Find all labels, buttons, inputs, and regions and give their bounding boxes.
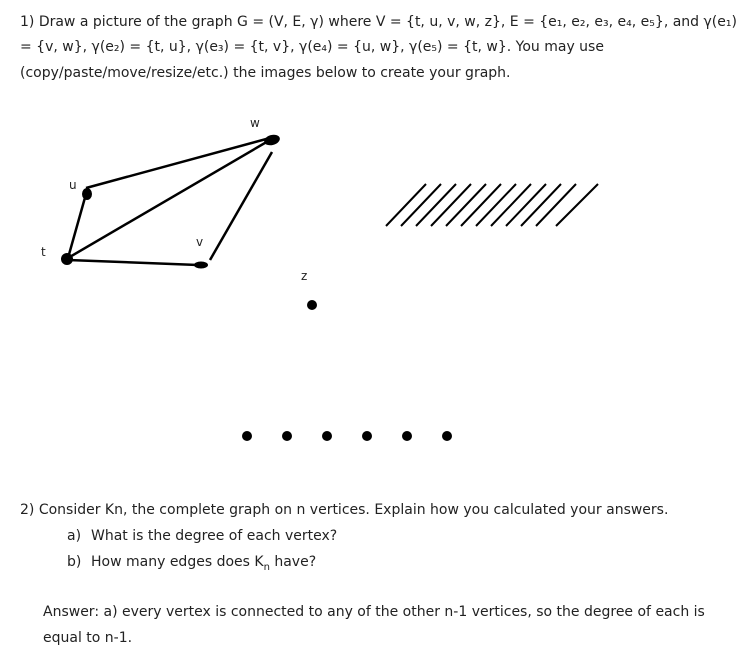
vertex-label-z: z <box>301 269 308 283</box>
question2-b-marker: b) <box>67 554 82 570</box>
vertex-label-t: t <box>41 245 46 259</box>
vertex-label-v: v <box>196 235 204 249</box>
question2-b-subscript: n <box>263 561 270 573</box>
vertex-label-w: w <box>250 116 260 130</box>
vertex-v[interactable] <box>194 262 208 269</box>
question2-a-marker: a) <box>67 528 82 544</box>
question2-heading: 2) Consider Kn, the complete graph on n vertices. Explain how you calculated your answers. <box>20 502 669 518</box>
question2-b-text <box>91 552 316 578</box>
spare-edge-12[interactable] <box>556 184 598 226</box>
spare-vertex-2[interactable] <box>282 431 292 441</box>
spare-vertices <box>242 431 452 441</box>
spare-vertex-1[interactable] <box>242 431 252 441</box>
vertex-z[interactable] <box>307 300 317 310</box>
question1-line1: 1) Draw a picture of the graph G = (V, E, γ) where V = {t, u, v, w, z}, E = {e₁, e₂, e₃, e₄, e₅}, and γ(e₁) <box>20 14 737 30</box>
question2-b-text-suffix: have? <box>269 554 317 570</box>
spare-vertex-3[interactable] <box>322 431 332 441</box>
question2-b-text-prefix: How many edges does K <box>91 554 264 570</box>
answer-line1: Answer: a) every vertex is connected to any of the other n-1 vertices, so the degree of each is <box>43 604 705 620</box>
spare-edges <box>386 184 598 226</box>
question1-line2: = {v, w}, γ(e₂) = {t, u}, γ(e₃) = {t, v}, γ(e₄) = {u, w}, γ(e₅) = {t, w}. You may use <box>20 39 604 55</box>
spare-vertex-5[interactable] <box>402 431 412 441</box>
vertex-t[interactable] <box>61 253 73 265</box>
spare-vertex-6[interactable] <box>442 431 452 441</box>
answer-line2: equal to n-1. <box>43 630 133 646</box>
spare-vertex-4[interactable] <box>362 431 372 441</box>
question2-a-text: What is the degree of each vertex? <box>91 528 338 544</box>
edge-t-v <box>68 260 198 265</box>
question1-line3: (copy/paste/move/resize/etc.) the images below to create your graph. <box>20 65 511 81</box>
vertex-u[interactable] <box>82 188 92 200</box>
edge-u-w <box>86 138 270 188</box>
vertex-w[interactable] <box>263 133 281 147</box>
vertex-label-u: u <box>69 178 77 192</box>
edge-t-w <box>68 140 270 258</box>
